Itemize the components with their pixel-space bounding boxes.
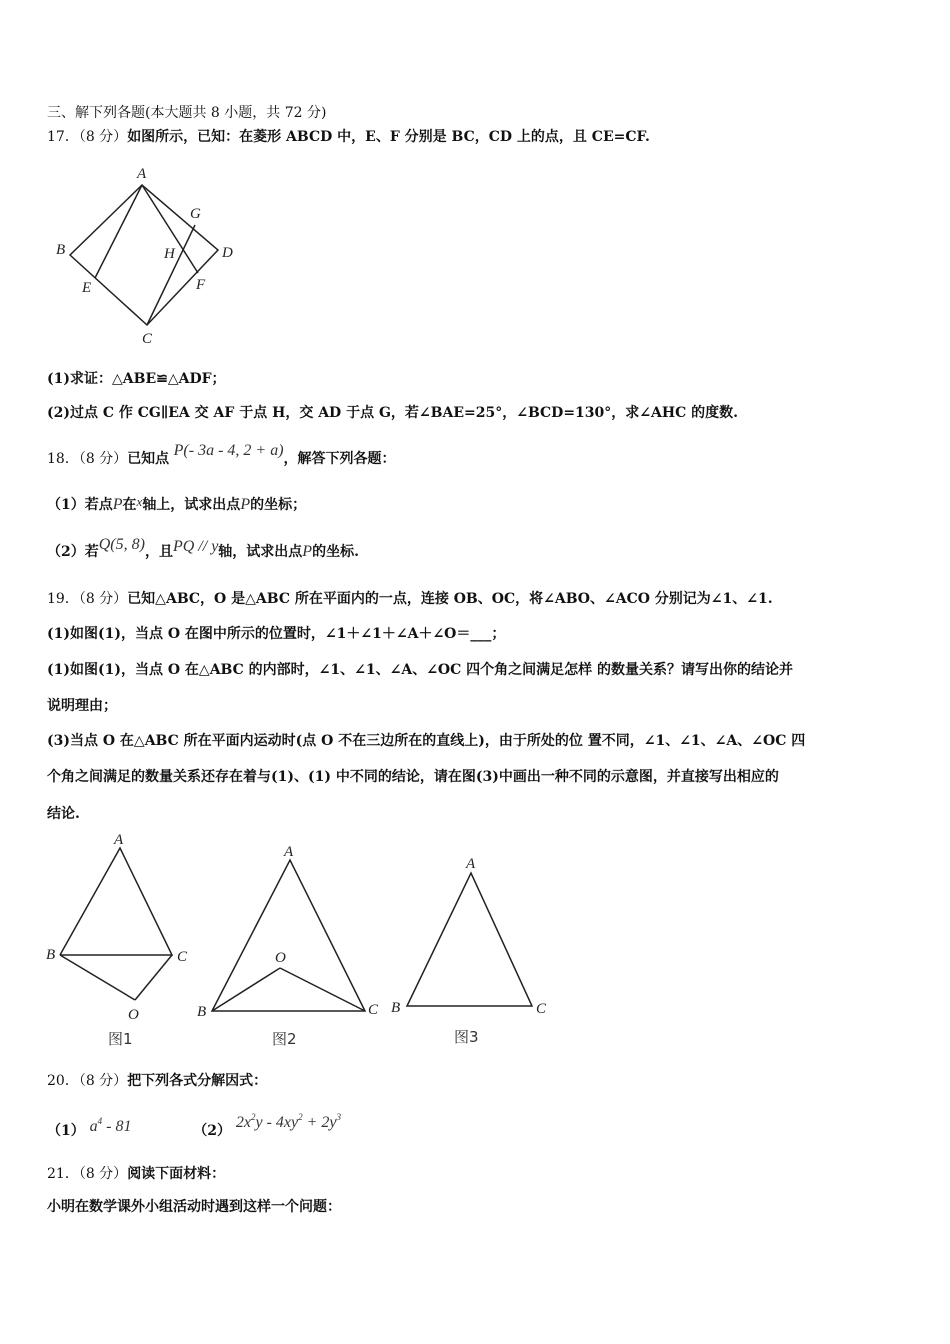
- q19-part2-line1: (1)如图(1)，当点 O 在△ABC 的内部时，∠1、∠1、∠A、∠OC 四个角之间满足怎样 的数量关系？请写出你的结论并: [47, 662, 794, 678]
- q17-rhombus-figure: [50, 160, 250, 350]
- q18-p2-a: （2）若: [47, 544, 99, 560]
- section-header: 三、解下列各题(本大题共 8 小题，共 72 分): [47, 105, 327, 121]
- fig1-label-B: B: [46, 947, 56, 963]
- segment-ae: [95, 185, 142, 278]
- q18-part1: [47, 495, 306, 515]
- q18-p1-b: 在: [122, 497, 137, 513]
- q21-score: （8 分）: [78, 1166, 128, 1182]
- label-C: C: [142, 331, 153, 347]
- fig2-label-A: A: [284, 844, 294, 860]
- q19-part3-line2: 个角之间满足的数量关系还存在着与(1)、(1) 中不同的结论，请在图(3)中画出一种不同的示意图，并直接写出相应的: [47, 769, 779, 785]
- fig1-label-A: A: [114, 832, 124, 848]
- segment-cg: [147, 225, 195, 325]
- q19-part3-line3: 结论.: [47, 806, 80, 822]
- label-B: B: [56, 242, 66, 258]
- fig2-co: [280, 968, 365, 1011]
- label-G: G: [190, 206, 201, 222]
- q17-part2: (2)过点 C 作 CG∥EA 交 AF 于点 H，交 AD 于点 G，若∠BAE=25°，∠BCD=130°，求∠AHC 的度数.: [47, 405, 738, 421]
- fig3-caption: 图3: [454, 1028, 479, 1046]
- q19-figures: [40, 828, 560, 1058]
- fig3-label-A: A: [466, 856, 476, 872]
- q17-stem-line: [47, 127, 650, 147]
- q20-stem-line: [47, 1071, 267, 1091]
- q19-part2-line2: 说明理由；: [47, 698, 117, 714]
- fig1-bo: [60, 955, 135, 1000]
- q19-part3-line1: (3)当点 O 在△ABC 所在平面内运动时(点 O 不在三边所在的直线上)，由于所处的位 置不同，∠1、∠1、∠A、∠OC 四: [47, 733, 806, 749]
- label-F: F: [196, 277, 206, 293]
- q19-part1: (1)如图(1)，当点 O 在图中所示的位置时，∠1＋∠1＋∠A＋∠O＝___；: [47, 626, 506, 642]
- q19-stem-line: [47, 589, 773, 609]
- fig1-co: [135, 955, 172, 1000]
- q18-p2-q: Q(5, 8): [98, 536, 145, 553]
- fig2-label-O: O: [275, 950, 286, 966]
- q18-stem-line: [47, 442, 396, 469]
- fig3-label-B: B: [391, 1000, 401, 1016]
- q17-stem: 如图所示，已知：在菱形 ABCD 中，E、F 分别是 BC，CD 上的点，且 CE=CF.: [127, 129, 650, 145]
- label-E: E: [82, 280, 92, 296]
- q18-p1-p: P: [112, 496, 123, 513]
- q18-p1-p2: P: [240, 496, 251, 513]
- q21-stem-line: [47, 1164, 225, 1184]
- fig2-label-B: B: [197, 1004, 207, 1020]
- fig3-triangle: [407, 873, 532, 1006]
- q18-p1-a: （1）若点: [47, 497, 113, 513]
- q19-figure-2: [197, 844, 379, 1048]
- q18-score: （8 分）: [78, 451, 128, 467]
- label-H: H: [164, 246, 175, 262]
- q20-p1-label: （1）: [47, 1123, 85, 1139]
- q17-number: 17．: [47, 129, 79, 145]
- q19-score: （8 分）: [78, 591, 128, 607]
- fig1-caption: 图1: [108, 1030, 133, 1048]
- q19-figure-3: [391, 856, 547, 1046]
- q18-p1-c: 轴上，试求出点: [142, 497, 241, 513]
- q20-number: 20．: [47, 1073, 79, 1089]
- fig1-triangle: [60, 848, 172, 955]
- label-D: D: [222, 245, 233, 261]
- q18-p2-pq: PQ // y: [172, 538, 219, 555]
- q20-stem: 把下列各式分解因式：: [127, 1073, 268, 1089]
- q17-part1: (1)求证：△ABE≌△ADF；: [47, 371, 226, 387]
- q20-expr1: $a^4 - 81$: [89, 1116, 132, 1135]
- q18-p2-b: ，且: [144, 544, 173, 560]
- fig2-triangle: [212, 860, 365, 1011]
- fig2-label-C: C: [368, 1002, 379, 1018]
- q18-part2: [47, 536, 359, 562]
- q21-number: 21．: [47, 1166, 79, 1182]
- q18-stem-b: ，解答下列各题：: [283, 451, 396, 467]
- q18-p1-d: 的坐标；: [250, 497, 307, 513]
- q21-stem: 阅读下面材料：: [127, 1166, 226, 1182]
- q21-line2: 小明在数学课外小组活动时遇到这样一个问题：: [47, 1199, 341, 1215]
- q17-score: （8 分）: [78, 129, 128, 145]
- q18-number: 18．: [47, 451, 79, 467]
- q18-p2-p: P: [302, 543, 313, 560]
- fig1-label-C: C: [177, 949, 188, 965]
- q18-p2-d: 的坐标.: [312, 544, 359, 560]
- q18-stem-a: 已知点: [127, 451, 170, 467]
- q19-stem: 已知△ABC，O 是△ABC 所在平面内的一点，连接 OB、OC，将∠ABO、∠ACO 分别记为∠1、∠1.: [127, 591, 773, 607]
- label-A: A: [137, 166, 147, 182]
- q18-p2-c: 轴，试求出点: [218, 544, 303, 560]
- q19-number: 19．: [47, 591, 79, 607]
- fig2-caption: 图2: [272, 1030, 297, 1048]
- fig2-bo: [212, 968, 280, 1011]
- q18-point-p: P(- 3a - 4, 2 + a): [173, 442, 284, 459]
- q19-figure-1: [46, 832, 188, 1048]
- q20-p2-label: （2）: [193, 1123, 231, 1139]
- fig1-label-O: O: [128, 1007, 139, 1023]
- fig3-label-C: C: [536, 1001, 547, 1017]
- q18-p1-x: x: [136, 494, 143, 509]
- q20-parts: [47, 1112, 341, 1141]
- q20-score: （8 分）: [78, 1073, 128, 1089]
- q20-expr2: $2x^2y - 4xy^2 + 2y^3$: [235, 1112, 341, 1131]
